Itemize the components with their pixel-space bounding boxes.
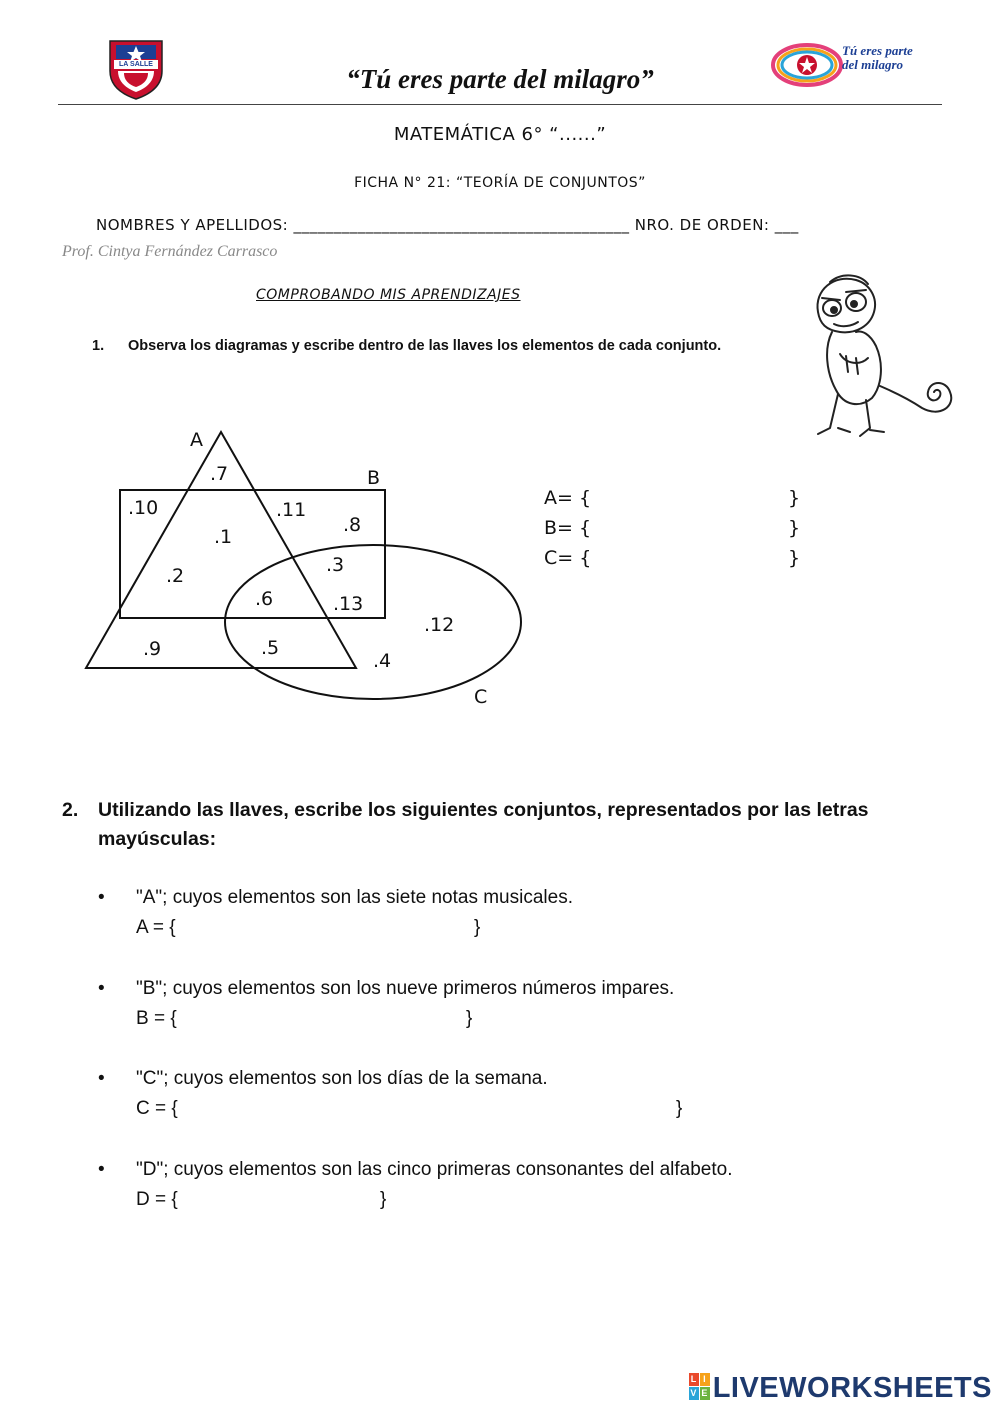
answer-label: A= { (544, 487, 592, 509)
set-label: C (474, 686, 488, 708)
set-answer-field[interactable] (136, 1004, 473, 1034)
diagram-element: .8 (343, 514, 362, 536)
liveworksheets-logo[interactable] (689, 1372, 992, 1405)
question-1-text: Observa los diagramas y escribe dentro de las llaves los elementos de cada conjunto. (128, 338, 722, 354)
set-answer-field[interactable] (136, 1094, 683, 1124)
set-answer-field[interactable] (136, 1185, 387, 1215)
milagro-logo-text: Tú eres parte del milagro (842, 43, 913, 72)
item-description: "D"; cuyos elementos son las cinco primeras consonantes del alfabeto. (136, 1159, 733, 1180)
page-title: MATEMÁTICA 6° “......” (393, 124, 607, 145)
worksheet-subtitle: FICHA N° 21: “TEORÍA DE CONJUNTOS” (354, 175, 646, 191)
teacher-name: Prof. Cintya Fernández Carrasco (62, 243, 278, 260)
liveworksheets-badge-icon: L I V E (690, 1374, 708, 1398)
set-label: A = { (136, 917, 176, 938)
question-2-text: Utilizando las llaves, escribe los siguientes conjuntos, representados por las letras mayúsculas: (98, 799, 869, 850)
motto: “Tú eres parte del milagro” (346, 64, 654, 94)
diagram-element: .3 (326, 554, 345, 576)
set-close-brace: } (466, 1008, 473, 1029)
diagram-element: .11 (276, 499, 307, 521)
question-2 (62, 796, 952, 854)
set-c-ellipse (225, 545, 521, 699)
header-divider (58, 104, 942, 105)
diagram-element: .9 (143, 638, 162, 660)
answer-set-c[interactable] (544, 547, 804, 569)
set-close-brace: } (676, 1098, 683, 1119)
set-close-brace: } (380, 1189, 387, 1210)
set-answer-field[interactable] (136, 913, 481, 943)
set-label: A (190, 429, 203, 451)
answer-close-brace: } (788, 517, 801, 539)
set-label: B = { (136, 1008, 177, 1029)
chameleon-illustration (790, 268, 960, 453)
item-description: "B"; cuyos elementos son los nueve primeros números impares. (136, 978, 675, 999)
question-1-number: 1. (92, 338, 105, 354)
diagram-element: .10 (128, 497, 159, 519)
bullet: • (98, 978, 105, 999)
set-diagram (70, 412, 540, 712)
item-description: "C"; cuyos elementos son los días de la semana. (136, 1068, 548, 1089)
bullet: • (98, 887, 105, 908)
diagram-element: .6 (255, 588, 274, 610)
diagram-element: .1 (214, 526, 233, 548)
diagram-element: .13 (333, 593, 364, 615)
diagram-element: .7 (210, 463, 229, 485)
answer-label: C= { (544, 547, 592, 569)
bullet: • (98, 1159, 105, 1180)
answer-close-brace: } (788, 487, 801, 509)
set-label: C = { (136, 1098, 178, 1119)
diagram-element: .2 (166, 565, 185, 587)
set-close-brace: } (474, 917, 481, 938)
answer-label: B= { (544, 517, 592, 539)
bullet: • (98, 1068, 105, 1089)
diagram-element: .5 (261, 637, 280, 659)
set-label: B (367, 467, 381, 489)
diagram-element: .4 (373, 650, 392, 672)
item-description: "A"; cuyos elementos son las siete notas musicales. (136, 887, 573, 908)
set-label: D = { (136, 1189, 178, 1210)
logo-text: LA SALLE (119, 61, 153, 68)
answer-set-a[interactable] (544, 487, 804, 509)
question-1 (92, 338, 721, 354)
diagram-element: .12 (424, 614, 455, 636)
milagro-logo (770, 38, 930, 96)
answer-close-brace: } (788, 547, 801, 569)
answer-set-b[interactable] (544, 517, 804, 539)
question-2-number: 2. (62, 799, 79, 821)
section-title: COMPROBANDO MIS APRENDIZAJES (256, 287, 521, 303)
liveworksheets-brand: LIVEWORKSHEETS (712, 1372, 992, 1404)
names-field[interactable]: NOMBRES Y APELLIDOS: __________________________________________ NRO. DE ORDEN: ___ (96, 216, 799, 234)
